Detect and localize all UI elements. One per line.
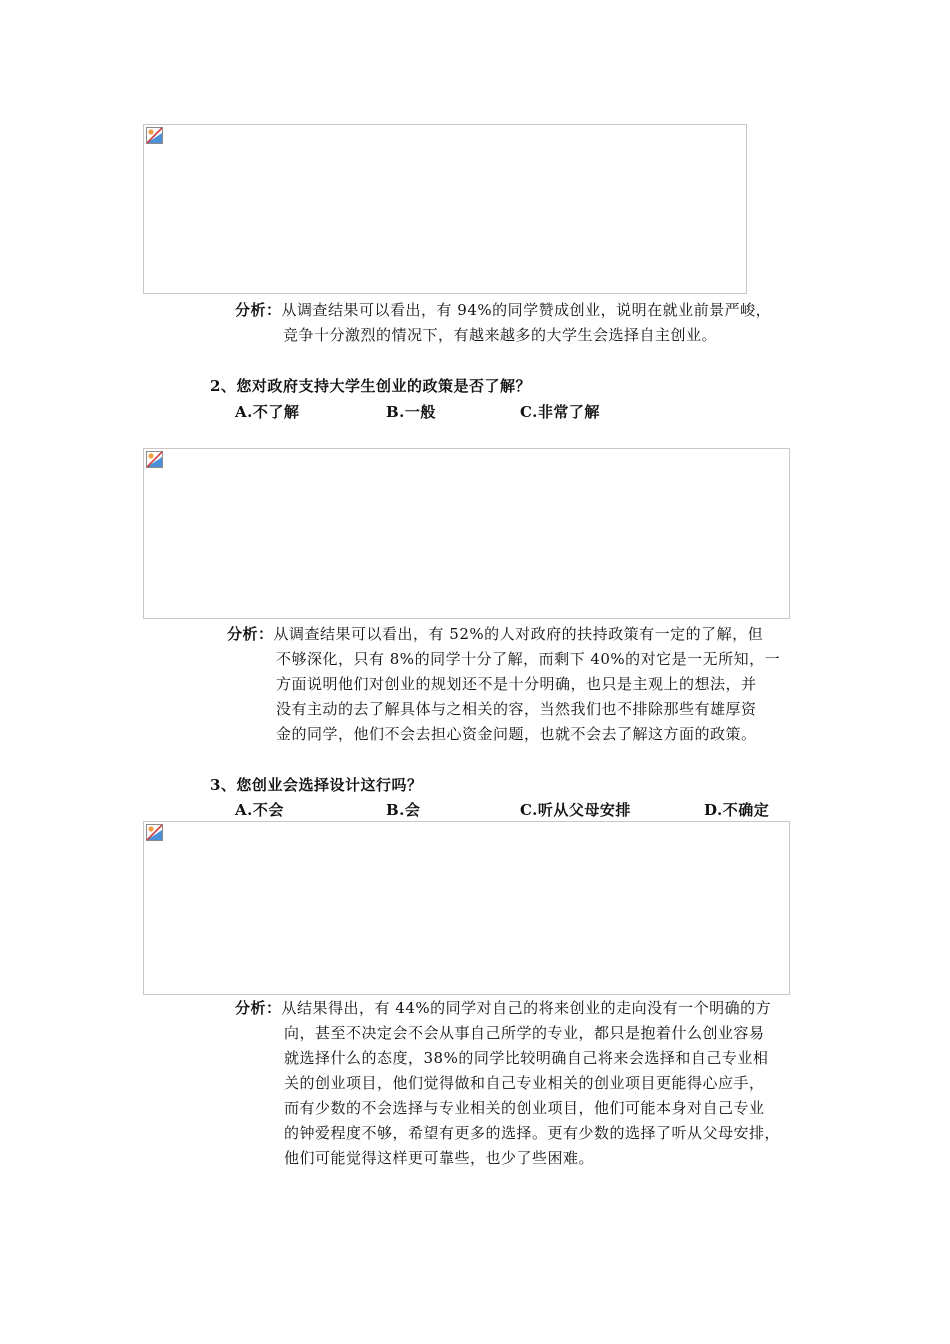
chart-image-placeholder-2	[143, 448, 790, 619]
question-3-option-d: D.不确定	[704, 801, 770, 819]
analysis-line: 就选择什么的态度，38%的同学比较明确自己将来会选择和自己专业相	[284, 1049, 769, 1067]
question-3-option-b: B.会	[386, 801, 421, 819]
analysis-paragraph-2	[227, 622, 780, 747]
analysis-label: 分析：	[235, 301, 282, 319]
broken-image-icon	[146, 824, 163, 841]
analysis-label: 分析：	[227, 625, 274, 643]
question-2-title: 2、您对政府支持大学生创业的政策是否了解？	[210, 377, 531, 395]
analysis-line: 没有主动的去了解具体与之相关的容，当然我们也不排除那些有雄厚资	[276, 700, 757, 718]
question-3-title: 3、您创业会选择设计这行吗？	[210, 776, 423, 794]
analysis-line: 方面说明他们对创业的规划还不是十分明确，也只是主观上的想法，并	[276, 675, 757, 693]
question-3-option-c: C.听从父母安排	[520, 801, 631, 819]
broken-image-icon	[146, 127, 163, 144]
analysis-line: 向，甚至不决定会不会从事自己所学的专业，都只是抱着什么创业容易	[284, 1024, 765, 1042]
chart-image-placeholder-1	[143, 124, 747, 294]
analysis-line: 金的同学，他们不会去担心资金问题，也就不会去了解这方面的政策。	[276, 725, 757, 743]
analysis-line: 从调查结果可以看出，有 94%的同学赞成创业，说明在就业前景严峻，	[281, 301, 772, 319]
analysis-line: 不够深化，只有 8%的同学十分了解，而剩下 40%的对它是一无所知，一	[276, 650, 781, 668]
broken-image-icon	[146, 451, 163, 468]
analysis-line: 的钟爱程度不够，希望有更多的选择。更有少数的选择了听从父母安排，	[284, 1124, 781, 1142]
analysis-paragraph-1	[235, 298, 771, 348]
analysis-line: 而有少数的不会选择与专业相关的创业项目，他们可能本身对自己专业	[284, 1099, 765, 1117]
analysis-line: 关的创业项目，他们觉得做和自己专业相关的创业项目更能得心应手，	[284, 1074, 765, 1092]
analysis-line: 从结果得出，有 44%的同学对自己的将来创业的走向没有一个明确的方	[281, 999, 772, 1017]
analysis-line: 从调查结果可以看出，有 52%的人对政府的扶持政策有一定的了解，但	[273, 625, 764, 643]
question-2-option-a: A.不了解	[235, 403, 300, 421]
question-2-option-b: B.一般	[386, 403, 436, 421]
analysis-paragraph-3	[235, 996, 780, 1171]
question-2-option-c: C.非常了解	[520, 403, 600, 421]
analysis-label: 分析：	[235, 999, 282, 1017]
question-3-option-a: A.不会	[235, 801, 284, 819]
analysis-line: 他们可能觉得这样更可靠些，也少了些困难。	[284, 1149, 595, 1167]
analysis-line: 竞争十分激烈的情况下，有越来越多的大学生会选择自主创业。	[283, 326, 718, 344]
chart-image-placeholder-3	[143, 821, 790, 995]
